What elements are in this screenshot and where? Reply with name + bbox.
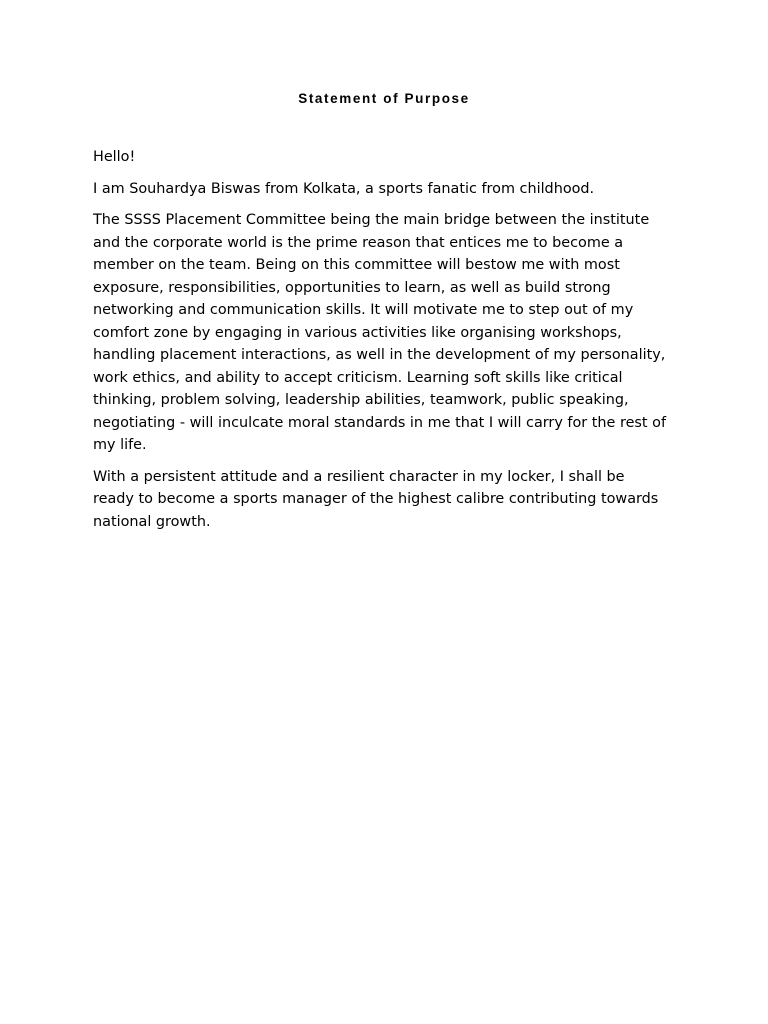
document-body — [93, 146, 693, 542]
greeting-paragraph: Hello! — [93, 149, 136, 165]
intro-paragraph: I am Souhardya Biswas from Kolkata, a sports fanatic from childhood. — [93, 180, 595, 197]
committee-paragraph: The SSSS Placement Committee being the main bridge between the institute and the corporate world is the prime reason that entices me to become a member on the team. Being on this committee will bestow me with most exposure, responsibilities, opportunities to learn, as well as build strong networking and communication skills. It will motivate me to step out of my comfort zone by engaging in various activities like organising workshops, handling placement interactions, as well in the development of my personality, work ethics, and ability to accept criticism. Learning soft skills like critical thinking, problem solving, leadership abilities, teamwork, public speaking, negotiating - will inculcate moral standards in me that I will carry for the rest of my life. — [93, 212, 667, 453]
closing-paragraph: With a persistent attitude and a resilient character in my locker, I shall be ready to become a sports manager of the highest calibre contributing towards national growth. — [93, 468, 659, 530]
page-title: Statement of Purpose — [298, 91, 470, 106]
